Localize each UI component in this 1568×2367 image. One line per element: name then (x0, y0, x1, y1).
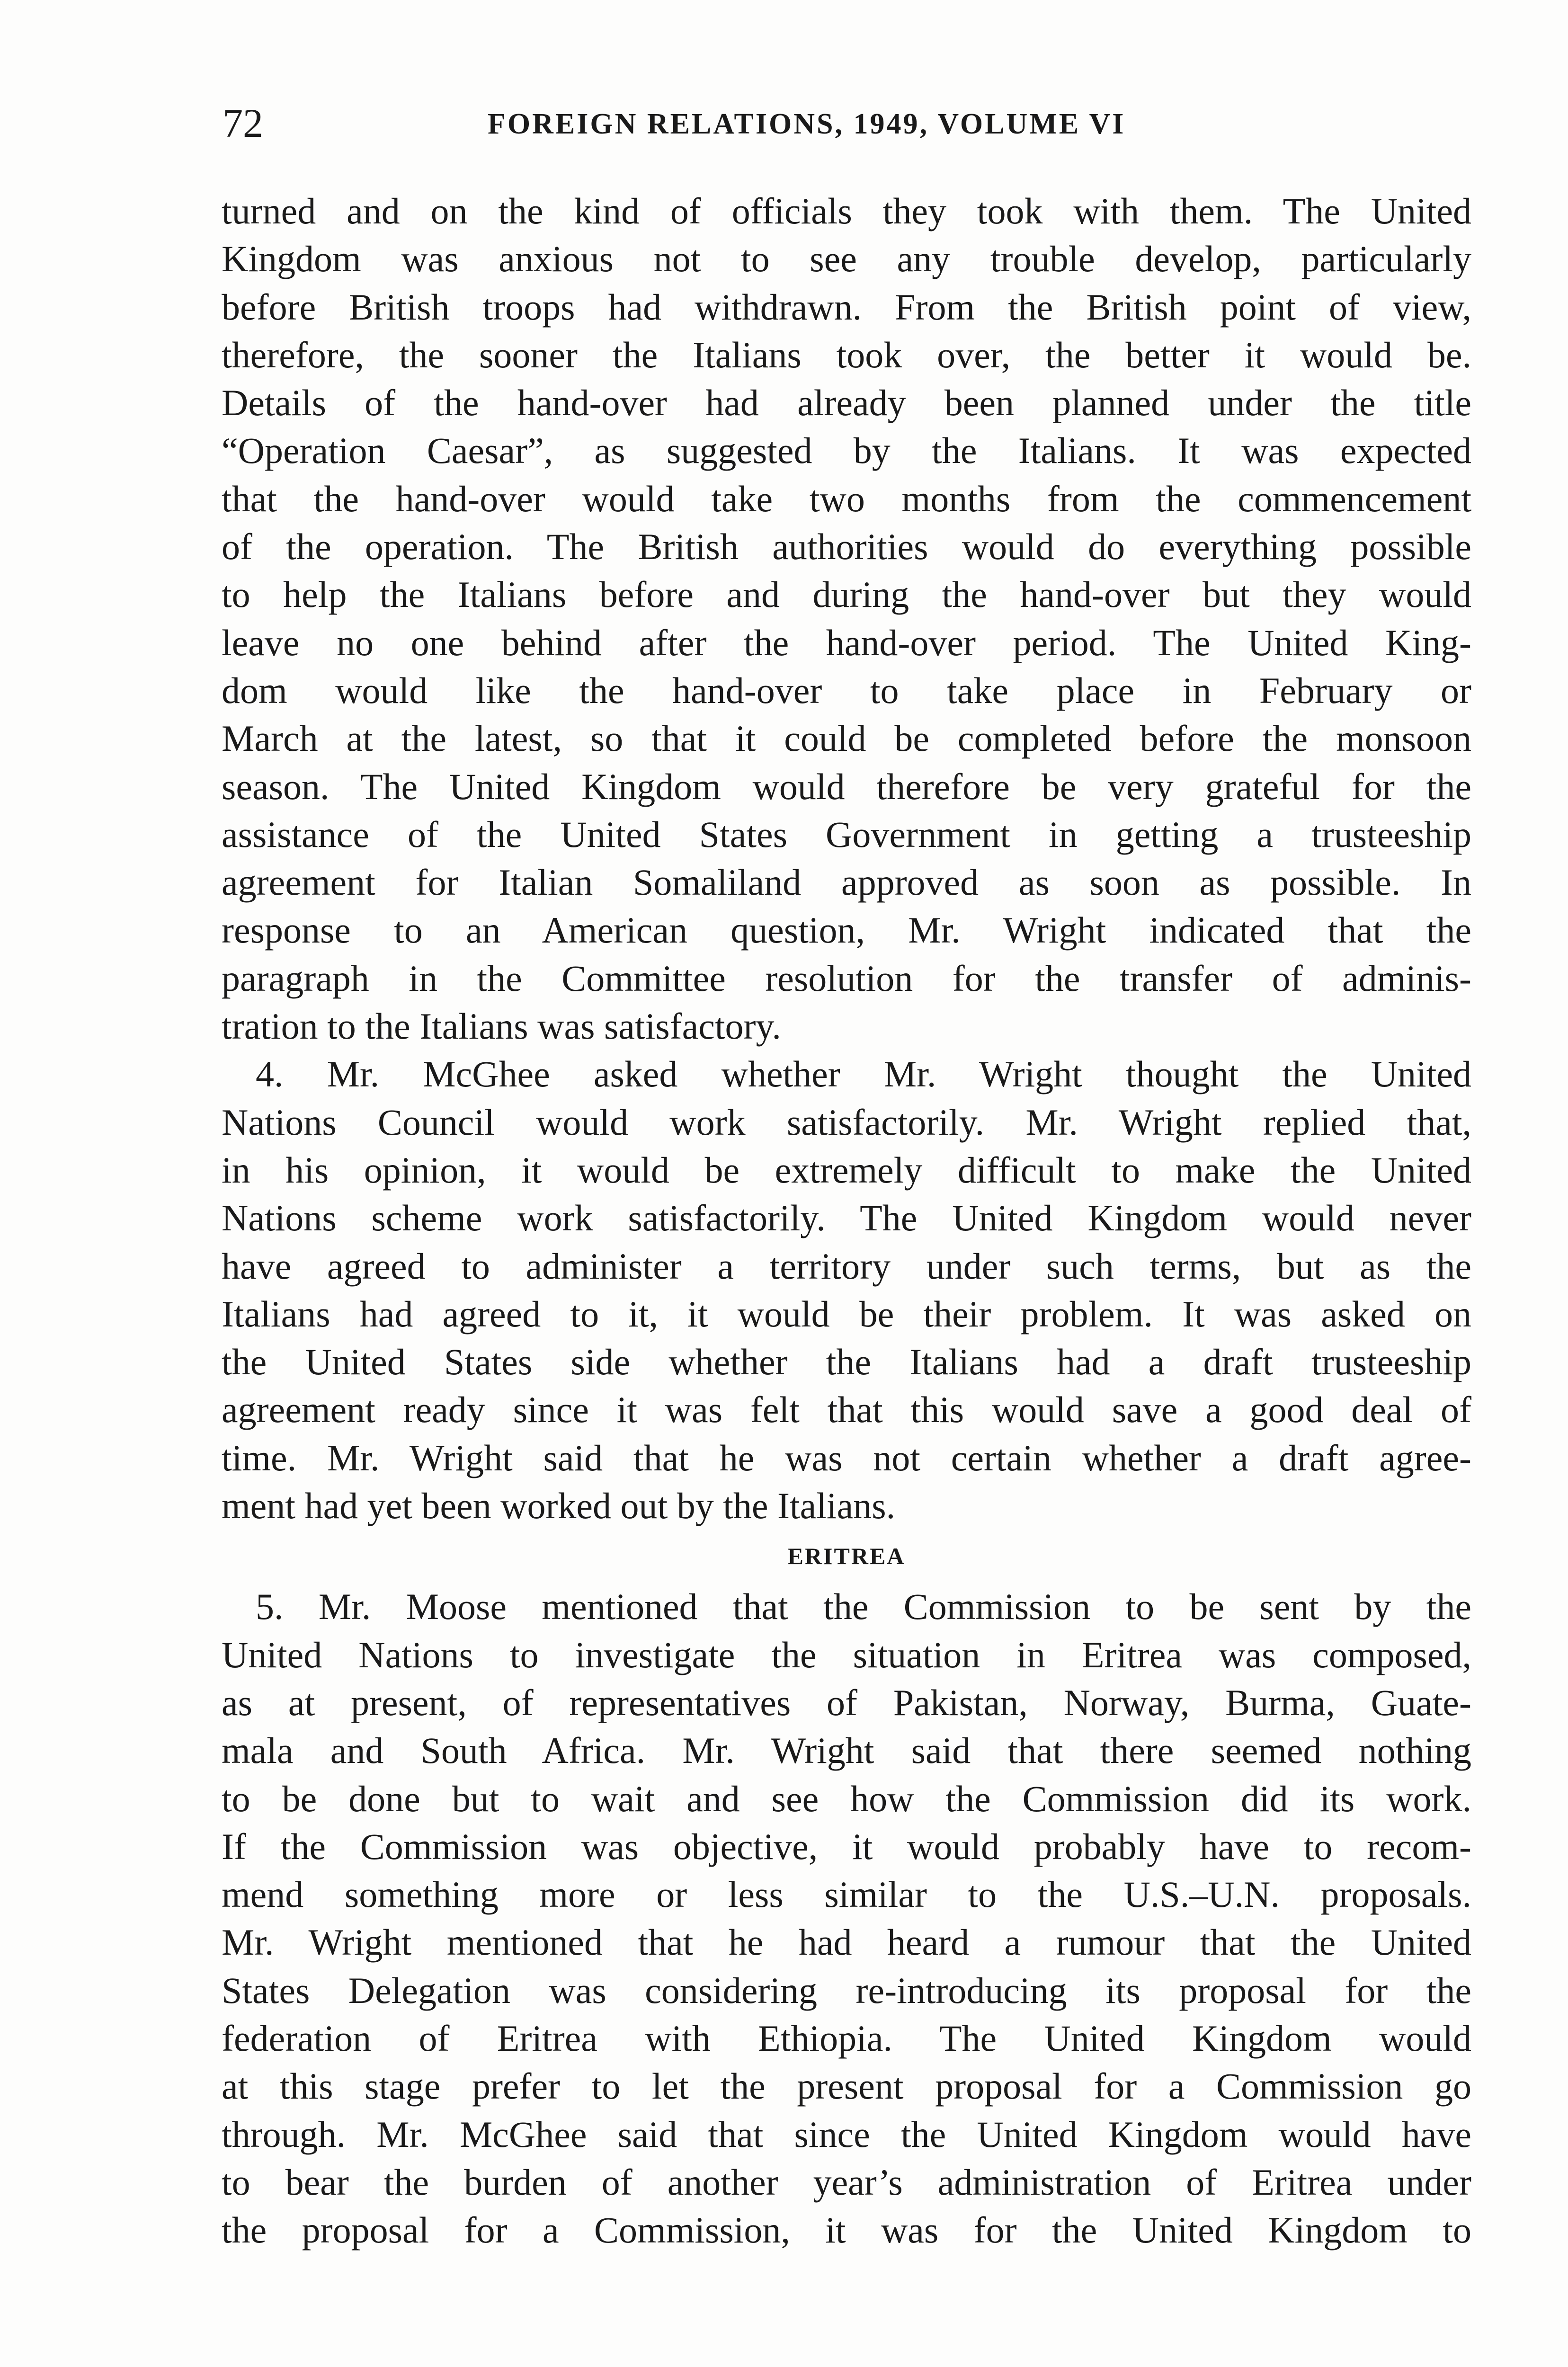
text-line: leave no one behind after the hand-over period. The United King- (222, 622, 1471, 663)
text-line: to help the Italians before and during the hand-over but they would (222, 574, 1471, 615)
text-line: mala and South Africa. Mr. Wright said that there seemed nothing (222, 1730, 1471, 1771)
text-line: to bear the burden of another year’s administration of Eritrea under (222, 2161, 1471, 2203)
text-line: Italians had agreed to it, it would be their problem. It was asked on (222, 1293, 1471, 1335)
text-line: 4. Mr. McGhee asked whether Mr. Wright thought the United (256, 1053, 1471, 1095)
text-line: of the operation. The British authorities would do everything possible (222, 526, 1471, 568)
text-line: March at the latest, so that it could be completed before the monsoon (222, 718, 1471, 759)
page-number: 72 (223, 100, 263, 146)
text-line: that the hand-over would take two months from the commencement (222, 478, 1471, 519)
text-line: through. Mr. McGhee said that since the United Kingdom would have (222, 2113, 1471, 2155)
text-line: Mr. Wright mentioned that he had heard a rumour that the United (222, 1922, 1471, 1963)
text-line: 5. Mr. Moose mentioned that the Commission to be sent by the (256, 1586, 1471, 1628)
text-line: agreement ready since it was felt that this would save a good deal of (222, 1389, 1471, 1431)
page-header (223, 97, 1472, 149)
body-text (222, 187, 1471, 2254)
text-line: therefore, the sooner the Italians took over, the better it would be. (222, 334, 1471, 375)
text-line: Nations Council would work satisfactorily. Mr. Wright replied that, (222, 1101, 1471, 1143)
text-line: agreement for Italian Somaliland approved as soon as possible. In (222, 862, 1471, 903)
text-line: federation of Eritrea with Ethiopia. The United Kingdom would (222, 2017, 1471, 2059)
running-head: FOREIGN RELATIONS, 1949, VOLUME VI (488, 108, 1126, 140)
text-line: paragraph in the Committee resolution for the transfer of adminis- (222, 957, 1471, 999)
text-line: before British troops had withdrawn. From the British point of view, (222, 286, 1471, 328)
text-line: the United States side whether the Italians had a draft trusteeship (222, 1341, 1471, 1383)
text-line: assistance of the United States Government in getting a trusteeship (222, 813, 1471, 855)
text-line: dom would like the hand-over to take place in February or (222, 669, 1471, 711)
text-line: time. Mr. Wright said that he was not certain whether a draft agree- (222, 1437, 1471, 1478)
text-line: United Nations to investigate the situation in Eritrea was composed, (222, 1634, 1471, 1675)
text-line: Details of the hand-over had already been planned under the title (222, 382, 1471, 424)
text-line: “Operation Caesar”, as suggested by the Italians. It was expected (222, 430, 1471, 472)
text-line: response to an American question, Mr. Wright indicated that the (222, 909, 1471, 951)
text-line: in his opinion, it would be extremely difficult to make the United (222, 1149, 1471, 1191)
text-line: the proposal for a Commission, it was for the United Kingdom to (222, 2209, 1471, 2251)
section-heading: ERITREA (787, 1543, 906, 1570)
text-line: ment had yet been worked out by the Italians. (222, 1485, 896, 1527)
text-line: as at present, of representatives of Pakistan, Norway, Burma, Guate- (222, 1682, 1471, 1723)
text-line: season. The United Kingdom would therefore be very grateful for the (222, 765, 1471, 807)
text-line: mend something more or less similar to the U.S.–U.N. proposals. (222, 1874, 1471, 1915)
text-line: have agreed to administer a territory under such terms, but as the (222, 1245, 1471, 1287)
text-line: States Delegation was considering re-introducing its proposal for the (222, 1969, 1471, 2011)
text-line: turned and on the kind of officials they took with them. The United (222, 190, 1471, 231)
text-line: Kingdom was anxious not to see any trouble develop, particularly (222, 238, 1471, 280)
text-line: Nations scheme work satisfactorily. The United Kingdom would never (222, 1197, 1471, 1239)
text-line: tration to the Italians was satisfactory. (222, 1006, 781, 1047)
text-line: at this stage prefer to let the present proposal for a Commission go (222, 2065, 1471, 2107)
text-line: to be done but to wait and see how the Commission did its work. (222, 1778, 1471, 1819)
text-line: If the Commission was objective, it would probably have to recom- (222, 1825, 1471, 1867)
